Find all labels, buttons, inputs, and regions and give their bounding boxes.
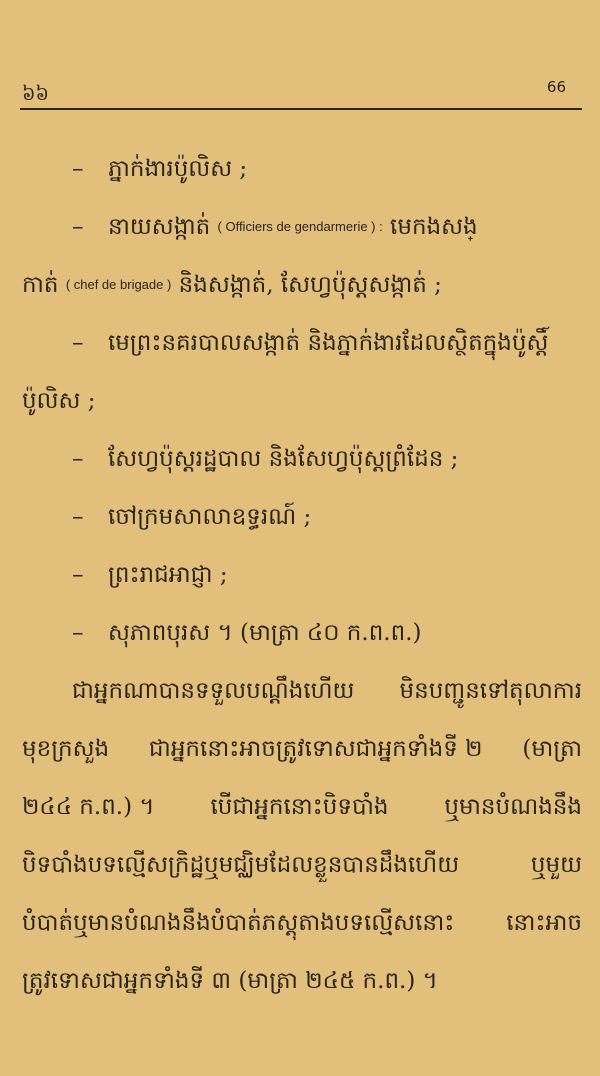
list-item-3-cont [22, 372, 582, 430]
list-item-text: ប៉ូលិស ; [22, 388, 96, 414]
list-item-text: មេកងសង្ [390, 214, 478, 240]
bullet-dash: – [72, 330, 84, 356]
paragraph-text: មិនបញ្ជូនទៅតុលាការ [399, 678, 582, 704]
list-item-1 [22, 140, 582, 198]
page-number-khmer: ៦៦ [22, 83, 49, 105]
list-item-text: ព្រះរាជអាជ្ញា ; [108, 562, 228, 588]
list-item-text: ភ្នាក់ងារប៉ូលិស ; [108, 156, 248, 182]
paragraph-text: (មាត្រា [522, 736, 582, 762]
bullet-dash: – [72, 504, 84, 530]
french-term: ( chef de brigade ) [65, 277, 172, 292]
paragraph-text: ២៤៤ ក.ព.) ។ [22, 794, 155, 820]
paragraph-text: ឬមានបំណងនឹង [444, 794, 582, 820]
paragraph-line-6 [22, 952, 582, 1010]
list-item-6 [22, 546, 582, 604]
list-item-text: សែហ្វប៉ុស្តរដ្ឋបាល និងសែហ្វប៉ុស្តព្រំដែន ; [108, 446, 459, 472]
page-body [22, 140, 582, 1010]
page-number: 66 [546, 78, 566, 96]
list-item-4 [22, 430, 582, 488]
paragraph-line-2 [22, 720, 582, 778]
paragraph-text: ជាអ្នកនោះអាចត្រូវទោសជាអ្នកទាំងទី ២ [148, 736, 483, 762]
paragraph-line-3 [22, 778, 582, 836]
paragraph-text: ជាអ្នកណាបានទទួលបណ្តឹងហើយ [72, 678, 355, 704]
paragraph-text: បើជាអ្នកនោះបិទបាំង [210, 794, 389, 820]
list-item-2-cont [22, 256, 582, 314]
bullet-dash: – [72, 562, 84, 588]
list-item-text: និងភ្នាក់ងារដែលស្ថិតក្នុងប៉ូស្តិ៍ [307, 330, 549, 356]
paragraph-line-4 [22, 836, 582, 894]
paragraph-text: បិទបាំងបទល្មើសក្រិដ្ឋឬមជ្ឈិមដែលខ្លួនបានដឹងហើយ [22, 852, 460, 878]
list-item-text: សុភាពបុរស ។ (មាត្រា ៤០ ក.ព.ព.) [108, 620, 422, 646]
bullet-dash: – [72, 156, 84, 182]
paragraph-text: បំបាត់ឬមានបំណងនឹងបំបាត់ភស្តុតាងបទល្មើសនោះ [22, 910, 455, 936]
paragraph-line-1 [22, 662, 582, 720]
list-item-3 [22, 314, 582, 372]
paragraph-text: មុខក្រសួង [22, 736, 110, 762]
bullet-dash: – [72, 620, 84, 646]
header-rule [20, 108, 582, 110]
paragraph-text: ត្រូវទោសជាអ្នកទាំងទី ៣ (មាត្រា ២៤៥ ក.ព.) ។ [22, 968, 438, 994]
list-item-5 [22, 488, 582, 546]
list-item-2 [22, 198, 582, 256]
list-item-7 [22, 604, 582, 662]
list-item-text: កាត់ [22, 272, 59, 298]
french-term: ( Officiers de gendarmerie ) : [217, 219, 383, 234]
list-item-text: នាយសង្កាត់ [108, 214, 211, 240]
paragraph-text: ឬមួយ [530, 852, 582, 878]
list-item-text: និងសង្កាត់, សែហ្វប៉ុស្តសង្កាត់ ; [178, 272, 442, 298]
list-item-text: ចៅក្រមសាលាឧទ្ធរណ៍ ; [108, 504, 312, 530]
list-item-text: មេព្រះនគរបាលសង្កាត់ [108, 330, 301, 356]
bullet-dash: – [72, 446, 84, 472]
paragraph-line-5 [22, 894, 582, 952]
paragraph-text: នោះអាច [506, 910, 582, 936]
bullet-dash: – [72, 214, 84, 240]
